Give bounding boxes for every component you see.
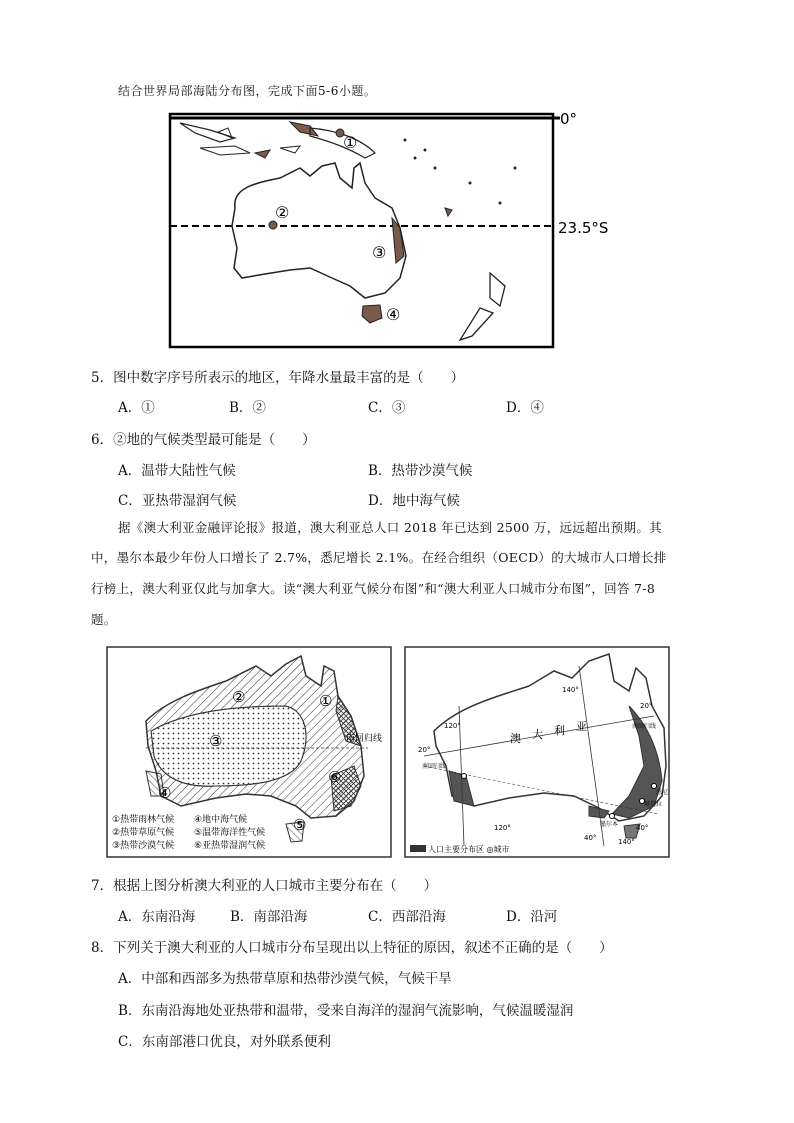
- australia-outline: [232, 163, 406, 298]
- climate-marker-1: ①: [319, 692, 333, 710]
- country-char: 澳: [510, 732, 521, 745]
- q7-stem: 7．根据上图分析澳大利亚的人口城市主要分布在（ ）: [91, 878, 438, 894]
- climate-marker-5: ⑤: [293, 816, 307, 834]
- lon-label: 140°: [618, 838, 635, 846]
- lon-label: 120°: [494, 824, 511, 832]
- q8-stem: 8．下列关于澳大利亚的人口城市分布呈现出以上特征的原因，叙述不正确的是（ ）: [91, 940, 613, 956]
- q6-stem: 6．②地的气候类型最可能是（ ）: [91, 432, 316, 448]
- marker-1: ①: [343, 133, 358, 152]
- passage-line-3: 行榜上，澳大利亚仅此与加拿大。读“澳大利亚气候分布图”和“澳大利亚人口城市分布图”，回答 7-8: [91, 581, 656, 596]
- map-australia-region: [160, 108, 640, 353]
- country-char: 大: [532, 728, 543, 741]
- marker-2: ②: [275, 203, 290, 222]
- q8-option-c[interactable]: C．东南部港口优良，对外联系便利: [118, 1034, 331, 1050]
- city-label: 堪培拉: [644, 801, 663, 808]
- q6-option-a[interactable]: A．温带大陆性气候: [118, 463, 236, 479]
- city-label: 悉尼: [656, 789, 669, 796]
- lon-label: 140°: [562, 686, 579, 694]
- q7-option-a[interactable]: A．东南沿海: [118, 909, 196, 925]
- passage-line-1: 据《澳大利亚金融评论报》报道，澳大利亚总人口 2018 年已达到 2500 万，远远超出预期。其: [118, 520, 662, 535]
- q7-option-d[interactable]: D．沿河: [506, 909, 558, 925]
- map-frame: [170, 114, 553, 347]
- label-tropic: 23.5°S: [558, 219, 609, 237]
- legend-item: ③热带沙漠气候: [112, 841, 175, 851]
- q7-option-b[interactable]: B．南部沿海: [230, 909, 308, 925]
- passage-line-4: 题。: [91, 612, 117, 627]
- q7-option-c[interactable]: C．西部沿海: [368, 909, 446, 925]
- climate-tropic-label: 南回归线: [346, 734, 383, 744]
- city-label: 墨尔本: [600, 821, 619, 828]
- q6-option-c[interactable]: C．亚热带湿润气候: [118, 493, 237, 509]
- q5-stem: 5．图中数字序号所表示的地区，年降水量最丰富的是（ ）: [91, 370, 465, 386]
- label-equator: 0°: [560, 110, 578, 128]
- country-char: 利: [554, 724, 565, 737]
- lat-label: 40°: [584, 834, 597, 842]
- q5-option-a[interactable]: A．①: [118, 400, 155, 416]
- legend-swatch: [410, 845, 426, 852]
- population-map: [404, 646, 670, 858]
- q8-option-a[interactable]: A．中部和西部多为热带草原和热带沙漠气候，气候干旱: [118, 971, 452, 987]
- legend-item: ①热带雨林气候: [112, 815, 175, 825]
- marker-3: ③: [372, 243, 387, 262]
- lon-label: 120°: [444, 722, 461, 730]
- climate-marker-4: ④: [158, 784, 172, 802]
- climate-marker-3: ③: [209, 732, 223, 750]
- section-intro: 结合世界局部海陆分布图，完成下面5-6小题。: [118, 84, 377, 98]
- marker-4: ④: [386, 305, 401, 324]
- q6-option-d[interactable]: D．地中海气候: [368, 493, 460, 509]
- city-label: 南回归线: [632, 723, 657, 730]
- lat-label: 20°: [418, 746, 431, 754]
- q8-option-b[interactable]: B．东南沿海地处亚热带和温带，受来自海洋的湿润气流影响，气候温暖湿润: [118, 1003, 574, 1019]
- lat-label: 40°: [636, 824, 649, 832]
- climate-map: [106, 646, 392, 858]
- legend-item: ②热带草原气候: [112, 828, 175, 838]
- legend-item: ⑤温带海洋性气候: [194, 828, 266, 838]
- country-char: 亚: [576, 720, 587, 733]
- climate-marker-2: ②: [232, 688, 246, 706]
- q6-option-b[interactable]: B．热带沙漠气候: [368, 463, 473, 479]
- passage-line-2: 中，墨尔本最少年份人口增长了 2.7%，悉尼增长 2.1%。在经合组织（OECD）的大城市人口增长排: [91, 550, 667, 565]
- pop-legend: 人口主要分布区 ◎城市: [428, 845, 510, 854]
- legend-item: ⑥亚热带湿润气候: [194, 841, 266, 851]
- q5-option-b[interactable]: B．②: [229, 400, 266, 416]
- q5-option-c[interactable]: C．③: [368, 400, 406, 416]
- climate-marker-6: ⑥: [328, 768, 342, 786]
- city-label: 南回归线: [422, 763, 447, 770]
- legend-item: ④地中海气候: [194, 815, 248, 825]
- lat-label: 20°: [640, 702, 653, 710]
- q5-option-d[interactable]: D．④: [506, 400, 544, 416]
